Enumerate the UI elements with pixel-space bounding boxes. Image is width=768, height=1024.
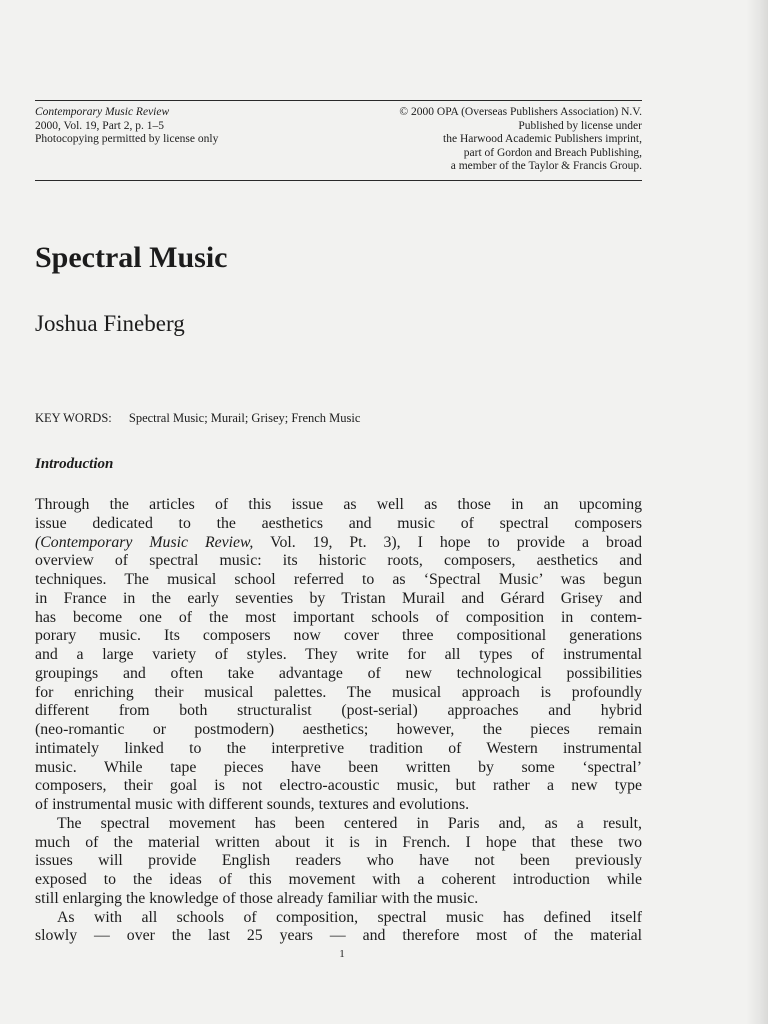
section-heading: Introduction — [35, 456, 114, 472]
body-line: groupings and often take advantage of new technological possibilities — [35, 664, 642, 682]
journal-citation — [35, 106, 218, 147]
body-line: techniques. The musical school referred to as ‘Spectral Music’ was begun — [35, 571, 642, 588]
body-line: slowly — over the last 25 years — and therefore most of the material — [35, 927, 642, 945]
article-title: Spectral Music — [35, 241, 228, 274]
copyright-line-4: part of Gordon and Breach Publishing, — [463, 146, 642, 159]
body-line: exposed to the ideas of this movement with a coherent introduction while — [35, 871, 642, 888]
keywords-label: KEY WORDS: — [35, 411, 112, 425]
body-line: of instrumental music with different sounds, textures and evolutions. — [35, 796, 470, 813]
copyright-line-1: © 2000 OPA (Overseas Publishers Association) N.V. — [399, 106, 642, 118]
body-line: overview of spectral music: its historic roots, composers, aesthetics and — [35, 552, 642, 570]
body-line: composers, their goal is not electro-acoustic music, but rather a new type — [35, 777, 642, 795]
article-author: Joshua Fineberg — [35, 311, 185, 336]
body-line: different from both structuralist (post-serial) approaches and hybrid — [35, 702, 642, 720]
copyright-line-3: the Harwood Academic Publishers imprint, — [443, 133, 642, 145]
body-line: porary music. Its composers now cover three compositional generations — [35, 627, 642, 645]
body-line: The spectral movement has been centered in Paris and, as a result, — [57, 814, 642, 832]
header-top-rule — [35, 100, 642, 101]
photocopy-notice: Photocopying permitted by license only — [35, 133, 219, 145]
body-line: and a large variety of styles. They write for all types of instrumental — [35, 646, 642, 663]
body-line: in France in the early seventies by Tristan Murail and Gérard Grisey and — [35, 589, 642, 607]
page-edge-shadow — [746, 0, 768, 1024]
body-line: has become one of the most important schools of composition in contem- — [35, 608, 642, 626]
copyright-line-5: a member of the Taylor & Francis Group. — [450, 160, 642, 172]
body-line: Through the articles of this issue as well as those in an upcoming — [35, 496, 642, 513]
keywords-list: Spectral Music; Murail; Grisey; French Music — [128, 411, 361, 425]
copyright-line-2: Published by license under — [518, 119, 642, 132]
keywords — [35, 409, 360, 427]
journal-reference: (Contemporary Music Review, — [35, 533, 254, 551]
body-line-rest: Vol. 19, Pt. 3), I hope to provide a broad — [253, 533, 643, 551]
body-line: still enlarging the knowledge of those already familiar with the music. — [35, 889, 479, 907]
body-text — [35, 496, 642, 946]
body-line: As with all schools of composition, spectral music has defined itself — [57, 908, 642, 926]
journal-name: Contemporary Music Review — [35, 106, 170, 118]
body-line: for enriching their musical palettes. The musical approach is profoundly — [35, 683, 642, 701]
body-line: music. While tape pieces have been written by some ‘spectral’ — [35, 758, 642, 776]
body-line: (neo-romantic or postmodern) aesthetics; however, the pieces remain — [35, 721, 642, 738]
body-line: much of the material written about it is in French. I hope that these two — [35, 833, 642, 851]
body-line — [35, 534, 642, 553]
journal-volume: 2000, Vol. 19, Part 2, p. 1–5 — [35, 119, 164, 132]
header-bottom-rule — [35, 180, 642, 181]
page-number: 1 — [339, 948, 345, 960]
body-line: intimately linked to the interpretive tradition of Western instrumental — [35, 739, 642, 757]
body-line: issue dedicated to the aesthetics and music of spectral composers — [35, 514, 642, 532]
body-line: issues will provide English readers who have not been previously — [35, 852, 642, 870]
copyright-notice — [399, 106, 642, 174]
